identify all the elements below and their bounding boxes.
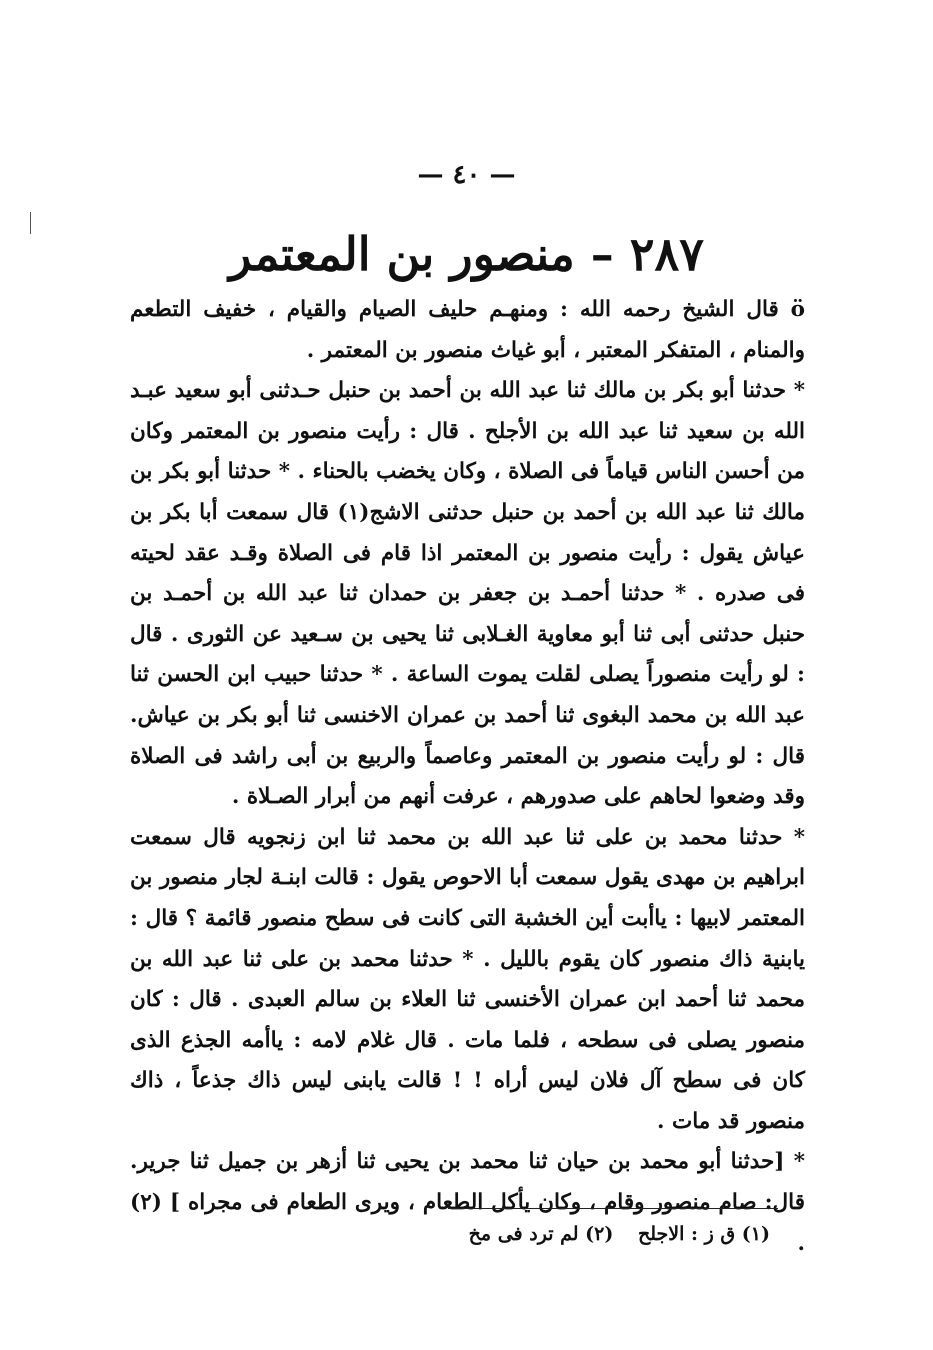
footnote-separator (448, 1208, 778, 1209)
margin-mark (30, 212, 31, 234)
paragraph-narrations-3: * [حدثنا أبو محمد بن حيان ثنا محمد بن يحيى ثنا أزهر بن جميل ثنا جرير. قال: صام منصور وقام ، وكان يأكل الطعام ، ويرى الطعام فى مجراه ] (٢) . (130, 1149, 805, 1256)
page-number: — ٤٠ — (417, 160, 516, 190)
body-text (130, 290, 805, 1264)
chapter-title: ٢٨٧ – منصور بن المعتمر (229, 227, 704, 281)
paragraph-intro: ö قال الشيخ رحمه الله : ومنهـم حليف الصيام والقيام ، خفيف التطعم والمنام ، المتفكر المعتبر ، أبو غياث منصور بن المعتمر . (130, 297, 805, 363)
footnote-1: (١) ق ز : الاجلح (637, 1223, 770, 1245)
paragraph-narrations-2: * حدثنا محمد بن على ثنا عبد الله بن محمد ثنا ابن زنجويه قال سمعت ابراهيم بن مهدى يقول سمعت أبا الاحوص يقول : قالت ابنـة لجار منصور بن المعتمر لابيها : ياأبت أين الخشبة التى كانت فى سطح منصور قائمة ؟ قال : يابنية ذاك منصور كان يقوم بالليل . * حدثنا محمد بن على ثنا عبد الله بن محمد ثنا أحمد ابن عمران الأخنسى ثنا العلاء بن سالم العبدى . قال : كان منصور يصلى فى سطحه ، فلما مات . قال غلام لامه : ياأمه الجذع الذى كان فى سطح آل فلان ليس أراه ! ! قالت يابنى ليس ذاك جذعاً ، ذاك منصور قد مات . (130, 824, 805, 1134)
paragraph-narrations-1: * حدثنا أبو بكر بن مالك ثنا عبد الله بن أحمد بن حنبل حـدثنى أبو سعيد عبـد الله بن سعيد ثنا عبد الله بن الأجلح . قال : رأيت منصور بن المعتمر وكان من أحسن الناس قياماً فى الصلاة ، وكان يخضب بالحناء . * حدثنا أبو بكر بن مالك ثنا عبد الله بن أحمد بن حنبل حدثنى الاشج(١) قال سمعت أبا بكر بن عياش يقول : رأيت منصور بن المعتمر اذا قام فى الصلاة وقـد عقد لحيته فى صدره . * حدثنا أحمـد بن جعفر بن حمدان ثنا عبد الله بن أحمـد بن حنبل حدثنى أبى ثنا أبو معاوية الغـلابى ثنا يحيى بن سـعيد عن الثورى . قال : لو رأيت منصوراً يصلى لقلت يموت الساعة . * حدثنا حبيب ابن الحسن ثنا عبد الله بن محمد البغوى ثنا أحمد بن عمران الاخنسى ثنا أبو بكر بن عياش. قال : لو رأيت منصور بن المعتمر وعاصماً والربيع بن أبى راشد فى الصلاة وقد وضعوا لحاهم على صدورهم ، عرفت أنهم من أبرار الصـلاة . (130, 378, 805, 810)
footnotes (300, 1218, 770, 1250)
footnote-2: (٢) لم ترد فى مخ (468, 1223, 614, 1245)
